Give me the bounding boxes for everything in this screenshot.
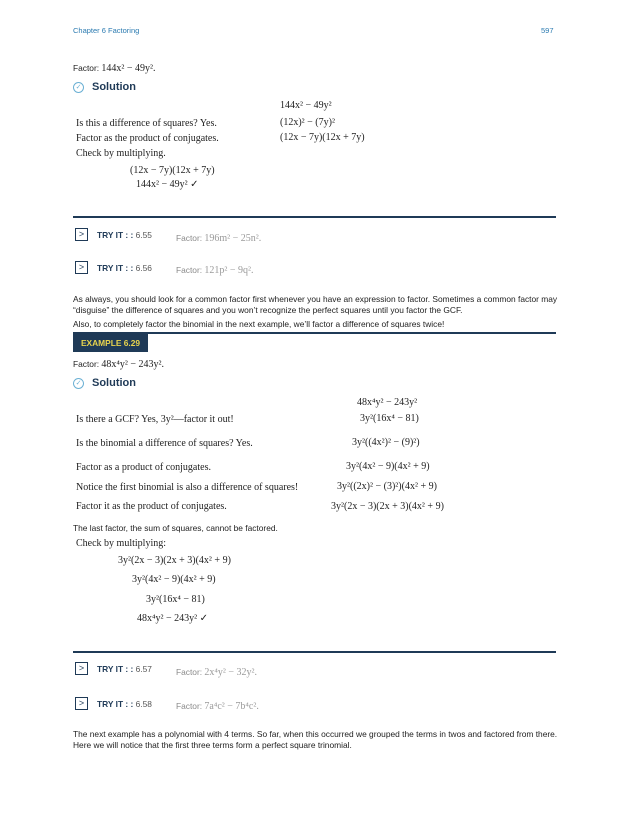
solution-step-label: Notice the first binomial is also a difference of squares! <box>76 482 299 493</box>
try-it-text: TRY IT : : <box>97 263 134 273</box>
try-it-prompt-text: Factor: <box>176 667 203 677</box>
note-text: The last factor, the sum of squares, cannot be factored. <box>73 523 278 533</box>
try-it-prompt <box>176 265 254 276</box>
try-it-prompt-text: Factor: <box>176 233 203 243</box>
solution-step-label: Is this a difference of squares? Yes. <box>76 118 217 129</box>
solution-step-expr: (12x)² − (7y)² <box>280 117 335 128</box>
try-it-text: TRY IT : : <box>97 230 134 240</box>
try-it-prompt-text: Factor: <box>176 265 203 275</box>
solution-step-label: Is there a GCF? Yes, 3y²—factor it out! <box>76 414 234 425</box>
try-it-text: TRY IT : : <box>97 699 134 709</box>
try-it-expression: 2x⁴y² − 32y². <box>204 667 258 678</box>
expand-chevron-icon[interactable]: > <box>75 261 88 274</box>
solution-step-expr: 3y²((4x²)² − (9)²) <box>352 437 420 448</box>
try-it-label <box>97 230 152 240</box>
body-paragraph: The next example has a polynomial with 4 terms. So far, when this occurred we grouped the terms in twos and factored from there. Here we will notice that the first three terms form a perfect square trinomial. <box>73 729 558 750</box>
solution-step-label: Check by multiplying. <box>76 148 166 159</box>
check-heading: Check by multiplying: <box>76 538 166 549</box>
chapter-header[interactable]: Chapter 6 Factoring <box>73 26 140 35</box>
check-line: 3y²(4x² − 9)(4x² + 9) <box>132 574 216 585</box>
solution-heading: Solution <box>92 81 136 93</box>
body-paragraph: Also, to completely factor the binomial in the next example, we’ll factor a difference of squares twice! <box>73 319 445 329</box>
try-it-label <box>97 664 152 674</box>
expand-chevron-icon[interactable]: > <box>75 662 88 675</box>
solution-step-expr: (12x − 7y)(12x + 7y) <box>280 132 365 143</box>
try-it-prompt <box>176 701 259 712</box>
example-badge: EXAMPLE 6.29 <box>73 334 148 352</box>
section-rule <box>73 651 556 653</box>
try-it-text: TRY IT : : <box>97 664 134 674</box>
solution-step-label: Factor it as the product of conjugates. <box>76 501 227 512</box>
check-line: 48x⁴y² − 243y² ✓ <box>137 613 209 624</box>
try-it-number: 6.57 <box>135 664 152 674</box>
expand-chevron-icon[interactable]: > <box>75 697 88 710</box>
check-circle-icon: ✓ <box>73 82 84 93</box>
solution-step-expr: 144x² − 49y² <box>280 100 332 111</box>
section-rule <box>73 216 556 218</box>
check-line: 3y²(16x⁴ − 81) <box>146 594 205 605</box>
solution-step-expr: 3y²(16x⁴ − 81) <box>360 413 419 424</box>
factor-expression: 144x² − 49y². <box>101 63 156 74</box>
factor-prefix: Factor: <box>73 63 100 73</box>
factor-expression: 48x⁴y² − 243y². <box>101 359 165 370</box>
try-it-prompt <box>176 233 261 244</box>
try-it-number: 6.58 <box>135 699 152 709</box>
try-it-number: 6.55 <box>135 230 152 240</box>
factor-prompt <box>73 63 156 74</box>
solution-step-label: Factor as the product of conjugates. <box>76 133 219 144</box>
solution-step-expr: 3y²(4x² − 9)(4x² + 9) <box>346 461 430 472</box>
expand-chevron-icon[interactable]: > <box>75 228 88 241</box>
try-it-prompt-text: Factor: <box>176 701 203 711</box>
solution-step-expr: 3y²((2x)² − (3)²)(4x² + 9) <box>337 481 437 492</box>
try-it-label <box>97 699 152 709</box>
body-paragraph: As always, you should look for a common factor first whenever you have an expression to factor. Sometimes a common factor may “disguise” the difference of squares and you won’t recognize the perfect squares until you factor the GCF. <box>73 294 558 315</box>
factor-prompt <box>73 359 164 370</box>
try-it-expression: 7a⁴c² − 7b⁴c². <box>204 701 259 712</box>
solution-heading: Solution <box>92 377 136 389</box>
try-it-prompt <box>176 667 257 678</box>
try-it-expression: 121p² − 9q². <box>204 265 254 276</box>
try-it-label <box>97 263 152 273</box>
check-circle-icon: ✓ <box>73 378 84 389</box>
solution-step-label: Is the binomial a difference of squares? Yes. <box>76 438 253 449</box>
check-line: 144x² − 49y² ✓ <box>136 179 199 190</box>
factor-prefix: Factor: <box>73 359 100 369</box>
page-number: 597 <box>541 26 554 35</box>
try-it-expression: 196m² − 25n². <box>204 233 262 244</box>
solution-step-expr: 48x⁴y² − 243y² <box>357 397 418 408</box>
check-line: 3y²(2x − 3)(2x + 3)(4x² + 9) <box>118 555 231 566</box>
try-it-number: 6.56 <box>135 263 152 273</box>
check-line: (12x − 7y)(12x + 7y) <box>130 165 215 176</box>
solution-step-expr: 3y²(2x − 3)(2x + 3)(4x² + 9) <box>331 501 444 512</box>
solution-step-label: Factor as a product of conjugates. <box>76 462 211 473</box>
